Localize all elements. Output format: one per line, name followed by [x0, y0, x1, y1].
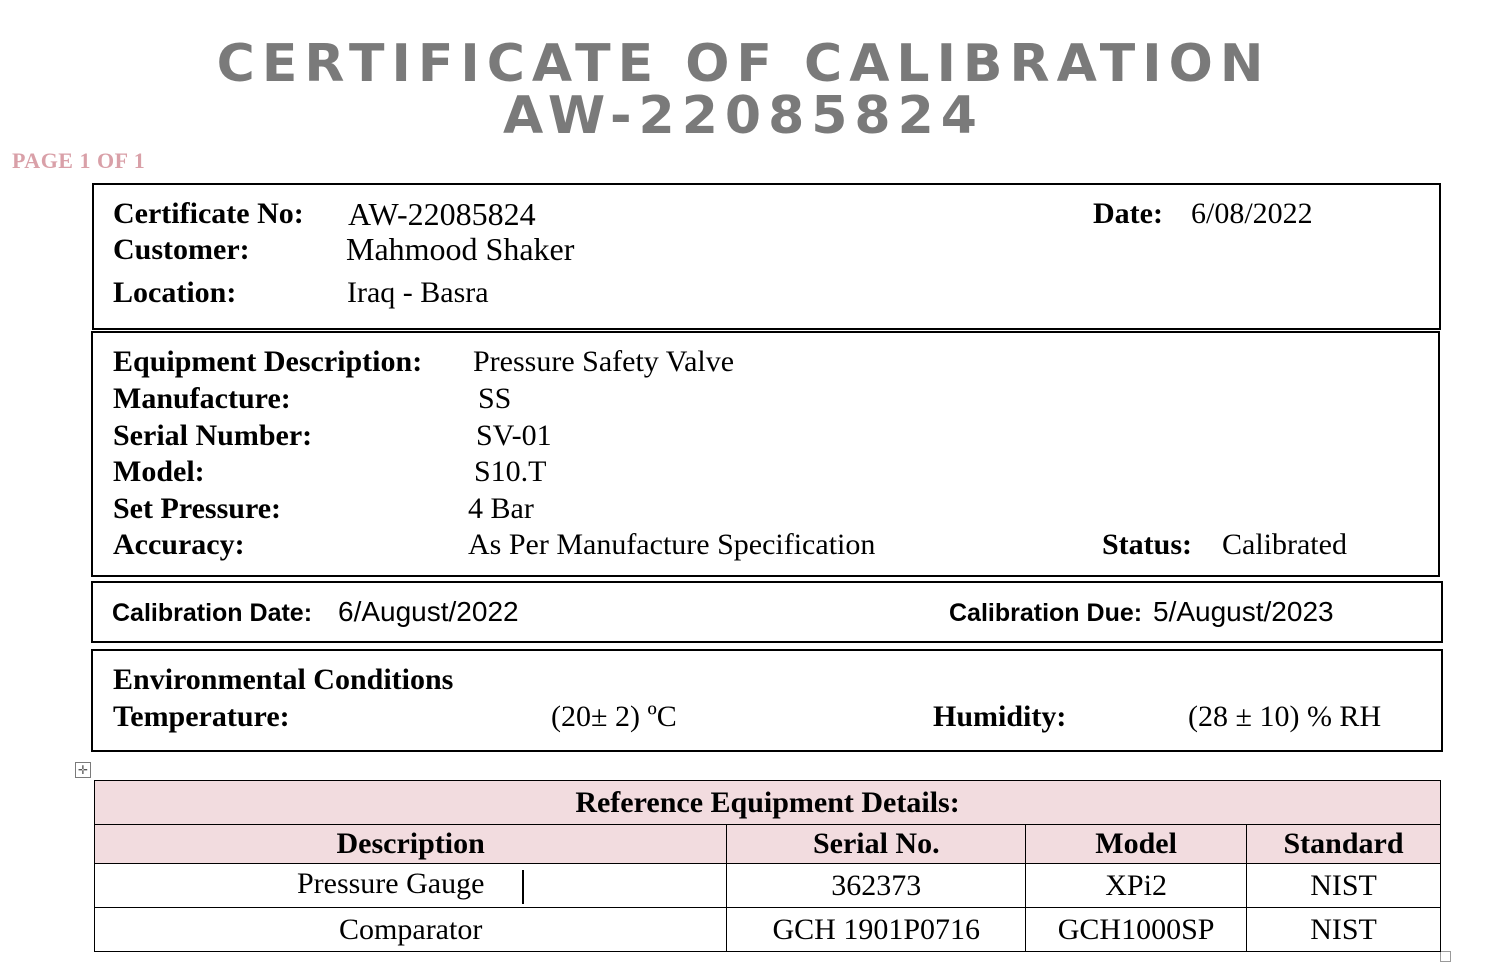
cell-text: Pressure Gauge	[296, 867, 485, 901]
cert-no-label: Certificate No:	[113, 197, 304, 230]
table-cell-model[interactable]: GCH1000SP	[1026, 908, 1247, 952]
column-header-description: Description	[95, 825, 727, 864]
calibration-date-label: Calibration Date:	[112, 599, 313, 627]
set-pressure-label: Set Pressure:	[113, 492, 282, 525]
move-cross-icon[interactable]: ✛	[75, 762, 91, 778]
customer-label: Customer:	[113, 233, 250, 266]
table-cell-description[interactable]: Comparator	[95, 908, 727, 952]
set-pressure-value: 4 Bar	[468, 492, 534, 525]
serial-number-label: Serial Number:	[113, 419, 313, 452]
manufacture-value: SS	[478, 382, 512, 415]
table-caption: Reference Equipment Details:	[95, 781, 1441, 825]
model-value: S10.T	[474, 455, 547, 488]
column-header-model: Model	[1026, 825, 1247, 864]
accuracy-label: Accuracy:	[113, 528, 245, 561]
humidity-label: Humidity:	[933, 700, 1067, 733]
humidity-value: (28 ± 10) % RH	[1188, 700, 1382, 733]
table-cell-serial[interactable]: 362373	[727, 864, 1026, 908]
text-cursor	[522, 870, 524, 904]
accuracy-value: As Per Manufacture Specification	[468, 528, 876, 561]
table-cell-model[interactable]: XPi2	[1026, 864, 1247, 908]
column-header-serial: Serial No.	[727, 825, 1026, 864]
status-label: Status:	[1102, 528, 1193, 561]
page-indicator: PAGE 1 OF 1	[12, 148, 146, 173]
table-row	[95, 908, 1441, 952]
table-row	[95, 864, 1441, 908]
date-label: Date:	[1093, 197, 1163, 230]
table-cell-description[interactable]	[95, 864, 727, 908]
manufacture-label: Manufacture:	[113, 382, 291, 415]
calibration-due-value: 5/August/2023	[1153, 596, 1334, 627]
calibration-due-label: Calibration Due:	[949, 599, 1143, 627]
resize-square-icon[interactable]	[1440, 951, 1451, 962]
table-cell-standard[interactable]: NIST	[1247, 864, 1441, 908]
equipment-description-value: Pressure Safety Valve	[473, 345, 735, 378]
customer-value: Mahmood Shaker	[346, 231, 575, 267]
column-header-standard: Standard	[1247, 825, 1441, 864]
certificate-title-number: AW-22085824	[503, 86, 984, 146]
reference-equipment-table	[94, 780, 1441, 952]
table-cell-standard[interactable]: NIST	[1247, 908, 1441, 952]
date-value: 6/08/2022	[1191, 197, 1313, 230]
cert-no-value: AW-22085824	[348, 196, 536, 232]
location-value: Iraq - Basra	[347, 276, 489, 309]
calibration-date-value: 6/August/2022	[338, 596, 519, 627]
certificate-title: CERTIFICATE OF CALIBRATION	[216, 34, 1271, 94]
status-value: Calibrated	[1222, 528, 1347, 561]
environment-heading: Environmental Conditions	[113, 663, 454, 696]
temperature-value: (20± 2) ºC	[551, 700, 677, 733]
temperature-label: Temperature:	[113, 700, 290, 733]
model-label: Model:	[113, 455, 205, 488]
table-cell-serial[interactable]: GCH 1901P0716	[727, 908, 1026, 952]
serial-number-value: SV-01	[476, 419, 552, 452]
location-label: Location:	[113, 276, 237, 309]
equipment-description-label: Equipment Description:	[113, 345, 423, 378]
